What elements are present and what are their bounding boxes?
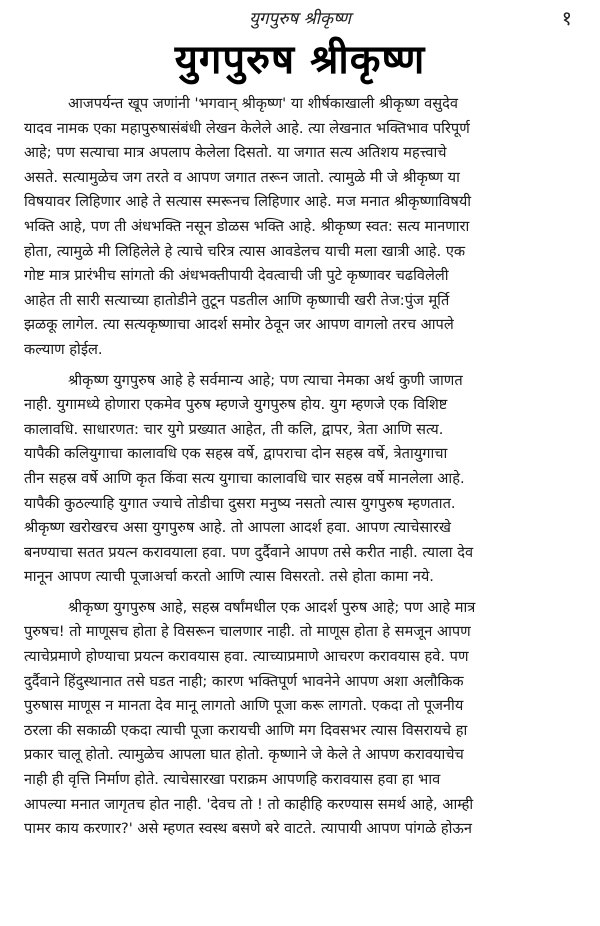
text-line: आपल्या मनात जागृतच होत नाही. 'देवच तो ! तो काहीहि करण्यास समर्थ आहे, आम्ही [24, 795, 474, 813]
text-line: नाही. युगामध्ये होणारा एकमेव पुरुष म्हणजे युगपुरुष होय. युग म्हणजे एक विशिष्ट [24, 396, 448, 414]
text-line: यापैकी कुठल्याहि युगात ज्याचे तोडीचा दुसरा मनुष्य नसतो त्यास युगपुरुष म्हणतात. [24, 494, 456, 512]
text-line: भक्ति आहे, पण ती अंधभक्ति नसून डोळस भक्ति आहे. श्रीकृष्ण स्वत: सत्य मानणारा [24, 217, 470, 235]
text-line: श्रीकृष्ण युगपुरुष आहे हे सर्वमान्य आहे; पण त्याचा नेमका अर्थ कुणी जाणत [68, 371, 463, 389]
text-line: यापैकी कलियुगाचा कालावधि एक सहस्र वर्षे, द्वापराचा दोन सहस्र वर्षे, त्रेतायुगाचा [24, 445, 448, 463]
paragraph [24, 92, 580, 363]
paragraph [24, 369, 580, 590]
text-line: श्रीकृष्ण युगपुरुष आहे, सहस्र वर्षांमधील एक आदर्श पुरुष आहे; पण आहे मात्र [68, 598, 476, 616]
text-line: आजपर्यन्त खूप जणांनी 'भगवान् श्रीकृष्ण' या शीर्षकाखाली श्रीकृष्ण वसुदेव [68, 95, 458, 112]
text-line: नाही ही वृत्ति निर्माण होते. त्याचेसारखा पराक्रम आपणहि करावयास हवा हा भाव [24, 771, 441, 789]
text-line: ठरला की सकाळी एकदा त्याची पूजा करायची आणि मग दिवसभर त्यास विसरायचे हा [24, 721, 468, 739]
text-line: बनण्याचा सतत प्रयत्न करावयाला हवा. पण दुर्दैवाने आपण तसे करीत नाही. त्याला देव [24, 543, 474, 561]
body-text [24, 92, 580, 848]
text-line: श्रीकृष्ण खरोखरच असा युगपुरुष आहे. तो आपला आदर्श हवा. आपण त्याचेसारखे [24, 519, 451, 537]
text-line: झळकू लागेल. त्या सत्यकृष्णाचा आदर्श समोर ठेवून जर आपण वागलो तरच आपले [24, 316, 454, 334]
text-line: विषयावर लिहिणार आहे ते सत्यास स्मरूनच लिहिणार आहे. मज मनात श्रीकृष्णाविषयी [24, 193, 472, 211]
text-line: गोष्ट मात्र प्रारंभीच सांगतो की अंधभक्तीपायी देवत्वाची जी पुटे कृष्णावर चढविलेली [24, 267, 449, 285]
text-line: प्रकार चालू होतो. त्यामुळेच आपला घात होतो. कृष्णाने जे केले ते आपण करावयाचेच [24, 746, 464, 764]
text-line: पुरुषच! तो माणूसच होता हे विसरून चालणार नाही. तो माणूस होता हे समजून आपण [24, 623, 471, 641]
paragraph [24, 596, 580, 842]
chapter-title: युगपुरुष श्रीकृष्ण [174, 37, 426, 83]
text-line: त्याचेप्रमाणे होण्याचा प्रयत्न करावयास हवा. त्याच्याप्रमाणे आचरण करावयास हवे. पण [24, 648, 469, 666]
page-number: १ [561, 6, 572, 30]
text-line: कल्याण होईल. [24, 340, 103, 358]
text-line: होता, त्यामुळे मी लिहिलेले हे त्याचे चरित्र त्यास आवडेलच याची मला खात्री आहे. एक [24, 242, 466, 260]
running-header: युगपुरुष श्रीकृष्ण [249, 9, 351, 29]
text-line: असते. सत्यामुळेच जग तरते व आपण जगात तरून जातो. त्यामुळे मी जे श्रीकृष्ण या [24, 168, 460, 186]
text-line: दुर्दैवाने हिंदुस्थानात तसे घडत नाही; कारण भक्तिपूर्ण भावनेने आपण अशा अलौकिक [24, 672, 464, 690]
text-line: पुरुषास माणूस न मानता देव मानू लागतो आणि पूजा करू लागतो. एकदा तो पूजनीय [24, 697, 464, 715]
text-line: पामर काय करणार?' असे म्हणत स्वस्थ बसणे बरे वाटते. त्यापायी आपण पांगळे होऊन [24, 820, 472, 838]
text-line: आहेत ती सारी सत्याच्या हातोडीने तुटून पडतील आणि कृष्णाची खरी तेज:पुंज मूर्ति [24, 291, 450, 309]
text-line: कालावधि. साधारणत: चार युगे प्रख्यात आहेत, ती कलि, द्वापर, त्रेता आणि सत्य. [24, 420, 444, 438]
text-line: यादव नामक एका महापुरुषासंबंधी लेखन केलेले आहे. त्या लेखनात भक्तिभाव परिपूर्ण [24, 119, 470, 137]
text-line: आहे; पण सत्याचा मात्र अपलाप केलेला दिसतो. या जगात सत्य अतिशय महत्त्वाचे [24, 144, 447, 162]
text-line: मानून आपण त्याची पूजाअर्चा करतो आणि त्यास विसरतो. तसे होता कामा नये. [24, 568, 434, 586]
text-line: तीन सहस्र वर्षे आणि कृत किंवा सत्य युगाचा कालावधि चार सहस्र वर्षे मानलेला आहे. [24, 469, 465, 487]
